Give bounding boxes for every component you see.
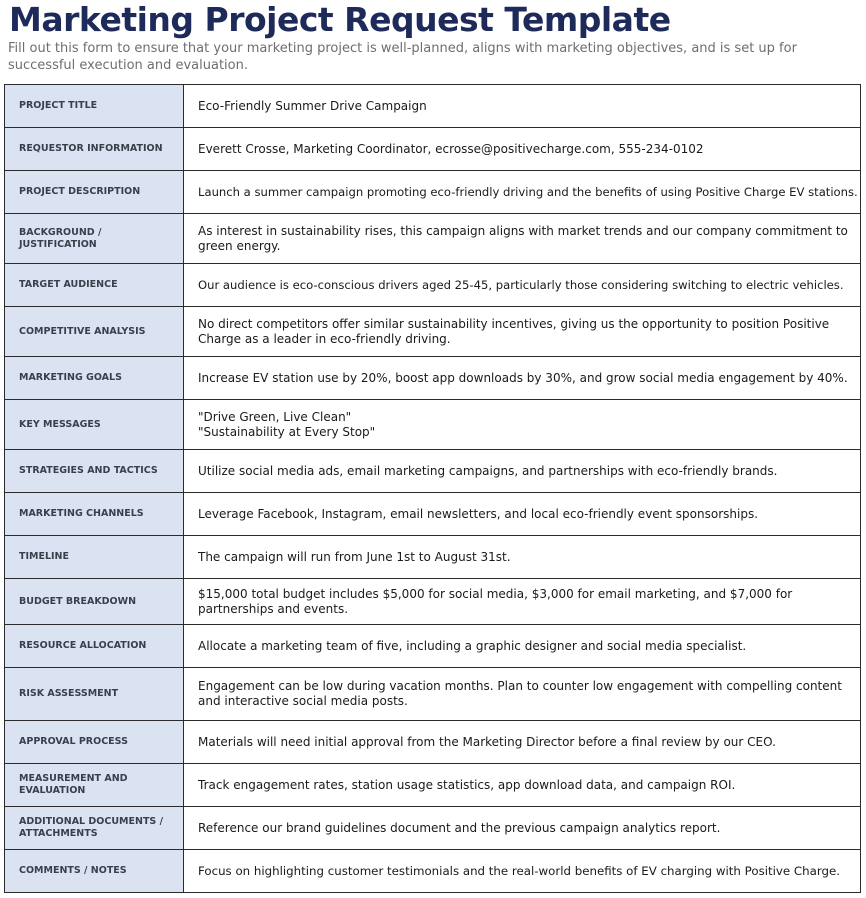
form-row-key-messages <box>5 400 861 450</box>
row-label: TARGET AUDIENCE <box>5 264 184 307</box>
row-value-field[interactable]: No direct competitors offer similar sustainability incentives, giving us the opportunity to position Positive Charge as a leader in eco-friendly driving. <box>184 307 861 357</box>
page-title: Marketing Project Request Template <box>9 0 671 39</box>
row-label: STRATEGIES AND TACTICS <box>5 450 184 493</box>
row-label: COMMENTS / NOTES <box>5 850 184 893</box>
row-value-field[interactable]: Track engagement rates, station usage statistics, app download data, and campaign ROI. <box>184 764 861 807</box>
row-label: KEY MESSAGES <box>5 400 184 450</box>
form-row-competitive-analysis <box>5 307 861 357</box>
form-row-project-title <box>5 85 861 128</box>
row-label: BACKGROUND / JUSTIFICATION <box>5 214 184 264</box>
form-row-risk-assessment <box>5 668 861 721</box>
request-form-table <box>4 84 861 893</box>
row-value-field[interactable]: Eco-Friendly Summer Drive Campaign <box>184 85 861 128</box>
row-label: ADDITIONAL DOCUMENTS / ATTACHMENTS <box>5 807 184 850</box>
row-label: MARKETING GOALS <box>5 357 184 400</box>
row-label: RISK ASSESSMENT <box>5 668 184 721</box>
row-value-field[interactable]: Reference our brand guidelines document and the previous campaign analytics report. <box>184 807 861 850</box>
form-row-marketing-goals <box>5 357 861 400</box>
row-label: COMPETITIVE ANALYSIS <box>5 307 184 357</box>
form-row-budget-breakdown <box>5 579 861 625</box>
row-value-field[interactable] <box>184 400 861 450</box>
row-label: MEASUREMENT AND EVALUATION <box>5 764 184 807</box>
row-label: APPROVAL PROCESS <box>5 721 184 764</box>
form-row-target-audience <box>5 264 861 307</box>
form-row-requestor-information <box>5 128 861 171</box>
row-value-field[interactable]: As interest in sustainability rises, this campaign aligns with market trends and our company commitment to green energy. <box>184 214 861 264</box>
row-label: BUDGET BREAKDOWN <box>5 579 184 625</box>
key-message-line: "Drive Green, Live Clean" <box>198 409 352 424</box>
form-row-timeline <box>5 536 861 579</box>
form-row-measurement-and-evaluation <box>5 764 861 807</box>
row-value-field[interactable]: Engagement can be low during vacation months. Plan to counter low engagement with compelling content and interactive social media posts. <box>184 668 861 721</box>
row-label: RESOURCE ALLOCATION <box>5 625 184 668</box>
form-row-strategies-and-tactics <box>5 450 861 493</box>
form-row-background-justification <box>5 214 861 264</box>
key-message-line: "Sustainability at Every Stop" <box>198 424 376 439</box>
form-row-marketing-channels <box>5 493 861 536</box>
row-value-field[interactable]: Utilize social media ads, email marketing campaigns, and partnerships with eco-friendly brands. <box>184 450 861 493</box>
row-value-field[interactable]: $15,000 total budget includes $5,000 for social media, $3,000 for email marketing, and $7,000 for partnerships and events. <box>184 579 861 625</box>
row-value-field[interactable]: Our audience is eco-conscious drivers aged 25-45, particularly those considering switching to electric vehicles. <box>184 264 861 307</box>
form-row-project-description <box>5 171 861 214</box>
row-value-field[interactable]: The campaign will run from June 1st to August 31st. <box>184 536 861 579</box>
form-row-approval-process <box>5 721 861 764</box>
form-row-comments-notes <box>5 850 861 893</box>
row-value-field[interactable]: Allocate a marketing team of five, including a graphic designer and social media specialist. <box>184 625 861 668</box>
row-value-field[interactable]: Leverage Facebook, Instagram, email newsletters, and local eco-friendly event sponsorships. <box>184 493 861 536</box>
row-value-field[interactable]: Launch a summer campaign promoting eco-friendly driving and the benefits of using Positive Charge EV stations. <box>184 171 861 214</box>
row-label: REQUESTOR INFORMATION <box>5 128 184 171</box>
row-value-field[interactable]: Focus on highlighting customer testimonials and the real-world benefits of EV charging with Positive Charge. <box>184 850 861 893</box>
row-value-field[interactable]: Increase EV station use by 20%, boost app downloads by 30%, and grow social media engagement by 40%. <box>184 357 861 400</box>
form-row-resource-allocation <box>5 625 861 668</box>
row-label: PROJECT DESCRIPTION <box>5 171 184 214</box>
row-label: MARKETING CHANNELS <box>5 493 184 536</box>
row-label: TIMELINE <box>5 536 184 579</box>
row-value-field[interactable]: Materials will need initial approval from the Marketing Director before a final review by our CEO. <box>184 721 861 764</box>
page-subtitle: Fill out this form to ensure that your marketing project is well-planned, aligns with marketing objectives, and is set up for successful execution and evaluation. <box>8 41 797 73</box>
form-row-additional-documents <box>5 807 861 850</box>
row-value-field[interactable]: Everett Crosse, Marketing Coordinator, ecrosse@positivecharge.com, 555-234-0102 <box>184 128 861 171</box>
row-label: PROJECT TITLE <box>5 85 184 128</box>
